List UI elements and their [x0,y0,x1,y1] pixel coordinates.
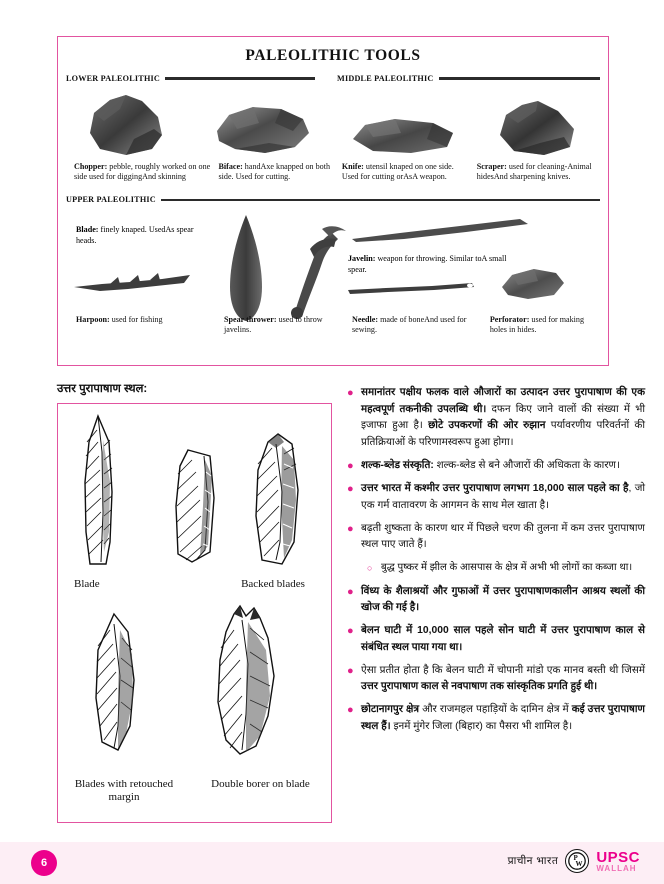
leaf-blade-icon [226,213,266,323]
figure-double-borer-icon [210,604,284,762]
caption-scraper-desc: used for cleaning-Animal hidesAnd sharpening knives. [476,162,592,182]
svg-text:W: W [575,860,583,868]
bullet-subitem [365,560,645,577]
paleolithic-tools-title: PALEOLITHIC TOOLS [245,47,421,64]
band-rule-middle [439,77,601,79]
caption-javelin-desc: weapon for throwing. Similar toA small spear. [348,254,507,274]
band-label-lower: LOWER PALEOLITHIC [66,74,161,83]
figure-backed-blade-middle-icon [170,446,222,572]
footer-brand-area [508,849,640,873]
pw-monogram-icon [568,852,586,870]
band-upper [66,195,600,204]
band-lower-middle [66,74,600,83]
caption-chopper-desc: pebble, roughly worked on one side used for diggingAnd skinning [74,162,211,182]
caption-perforator [490,315,608,335]
caption-harpoon-name: Harpoon: [76,315,110,324]
bullet-dot-icon: ● [347,625,354,637]
bullet-dot-icon: ● [347,522,354,535]
bullet-item [345,385,645,451]
javelin-icon [350,217,530,243]
notes-bullet-list [345,385,645,742]
bullet-circle-icon: ○ [367,563,373,573]
band-label-upper: UPPER PALEOLITHIC [66,195,156,205]
bullet-dot-icon: ● [347,704,354,716]
page-footer [0,842,664,884]
paleolithic-tools-box [57,36,609,366]
bullet-item [345,663,645,696]
brand-wordmark [596,850,640,873]
svg-text:P: P [573,854,579,862]
bullet-dot-icon: ● [347,459,354,472]
knife-flake-icon [349,113,457,159]
figure-caption-blade: Blade [74,578,100,590]
figure-caption-backed-blades: Backed blades [241,578,305,590]
upper-paleolithic-figure-panel [57,403,332,823]
band-label-middle: MIDDLE PALEOLITHIC [337,74,434,83]
needle-icon [346,281,476,297]
page-number-badge: 6 [31,850,57,876]
perforator-icon [498,265,568,305]
lower-middle-tool-captions [64,162,602,182]
spear-thrower-icon [280,223,352,319]
bullet-dot-icon: ● [347,387,354,399]
figure-blade-icon [76,412,126,572]
bullet-dot-icon: ● [347,483,354,495]
caption-perforator-desc: used for making holes in hides. [489,315,585,335]
band-rule-upper [161,199,600,201]
caption-blade [76,225,216,246]
caption-blade-name: Blade: [76,225,99,235]
caption-scraper [477,162,602,182]
bullet-item [345,702,645,735]
caption-needle [352,315,490,335]
bullet-text: बढ़ती शुष्कता के कारण थार में पिछले चरण की तुलना में कम उत्तर पुरापाषाण स्थल पाए जाते हैं। [361,522,645,550]
caption-knife-name: Knife: [341,162,364,171]
bullet-text: ऐसा प्रतीत होता है कि बेलन घाटी में चोपानी मांडो एक मानव बस्ती थी जिसमें उत्तर पुरापाषाण काल से नवपाषाण तक सांस्कृतिक प्रगति हुई थी। [361,664,645,692]
caption-harpoon-desc: used for fishing [109,315,163,324]
caption-chopper [74,162,219,182]
band-rule-lower [165,77,315,79]
bullet-item [345,458,645,475]
caption-needle-name: Needle: [352,315,379,324]
footer-subject-label: प्राचीन भारत [507,855,559,867]
bullet-item [345,623,645,656]
bullet-dot-icon: ● [347,585,354,598]
harpoon-icon [72,271,192,297]
caption-spear-thrower-desc: used to throw javelins. [224,315,323,335]
brand-upsc: UPSC [596,848,640,866]
caption-knife-desc: utensil knaped on one side. Used for cutting orAsA weapon. [341,162,454,182]
bullet-text: बुद्ध पुष्कर में झील के आसपास के क्षेत्र में अभी भी लोगों का कब्जा था। [381,562,633,573]
figure-retouched-blade-icon [88,610,144,760]
bullet-text: समानांतर पक्षीय फलक वाले औजारों का उत्पादन उत्तर पुरापाषाण की एक महत्वपूर्ण तकनीकी उपलब्धि थी। दफन किए जाने वालों की संख्या में भी इजाफा हुआ है। छोटे उपकरणों की ओर रुझान पर्यावरणीय परिवर्तनों की प्रतिक्रियाओं के परिणामस्वरूप हुआ होगा। [361,387,645,448]
caption-blade-desc: finely knaped. UsedAs spear heads. [76,225,194,245]
bullet-item [345,521,645,554]
caption-needle-desc: made of boneAnd used for sewing. [352,315,467,335]
biface-handaxe-icon [209,101,313,159]
lower-middle-tool-images [64,87,602,159]
caption-javelin [348,254,523,275]
bullet-text: उत्तर भारत में कश्मीर उत्तर पुरापाषाण लगभग 18,000 साल पहले का है, जो एक गर्म वातावरण के आगमन के साथ मेल खाता है। [361,483,646,511]
caption-javelin-name: Javelin: [348,254,376,264]
caption-chopper-name: Chopper: [74,162,108,171]
figure-backed-blade-right-icon [248,430,306,576]
chopper-stone-icon [82,91,174,159]
brand-wallah: WALLAH [596,863,637,873]
caption-biface [219,162,342,182]
bullet-text: शल्क-ब्लेड संस्कृति: शल्क-ब्लेड से बने औजारों की अधिकता के कारण। [361,459,620,471]
bullet-text: विंध्य के शैलाश्रयों और गुफाओं में उत्तर पुरापाषाणकालीन आश्रय स्थलों की खोज की गई है। [361,585,645,613]
figure-caption-double-borer: Double borer on blade [211,778,310,790]
caption-biface-desc: handAxe knapped on both side. Used for cutting. [218,162,330,182]
pw-logo-icon [565,849,589,873]
upper-paleolithic-captions [58,315,608,335]
bullet-item [345,584,645,617]
caption-spear-thrower-name: Spear thrower: [224,315,277,324]
caption-biface-name: Biface: [218,162,243,171]
figure-caption-retouched: Blades with retouched margin [74,778,174,804]
bullet-dot-icon: ● [347,664,354,677]
caption-knife [342,162,477,182]
scraper-stone-icon [492,97,584,159]
caption-scraper-name: Scraper: [476,162,507,171]
upper-paleolithic-region [58,209,608,337]
bullet-item [345,481,645,514]
caption-spear-thrower [224,315,352,335]
bullet-text: छोटानागपुर क्षेत्र और राजमहल पहाड़ियों के दामिन क्षेत्र में कई उत्तर पुरापाषाण स्थल हैं। इनमें मुंगेर जिला (बिहार) का पैसरा भी शामिल है। [361,704,645,732]
section-heading: उत्तर पुरापाषाण स्थल: [57,383,148,395]
caption-perforator-name: Perforator: [489,315,530,324]
bullet-text: बेलन घाटी में 10,000 साल पहले सोन घाटी में उत्तर पुरापाषाण काल से संबंधित स्थल पाया गया था। [361,625,645,653]
caption-harpoon [76,315,202,335]
